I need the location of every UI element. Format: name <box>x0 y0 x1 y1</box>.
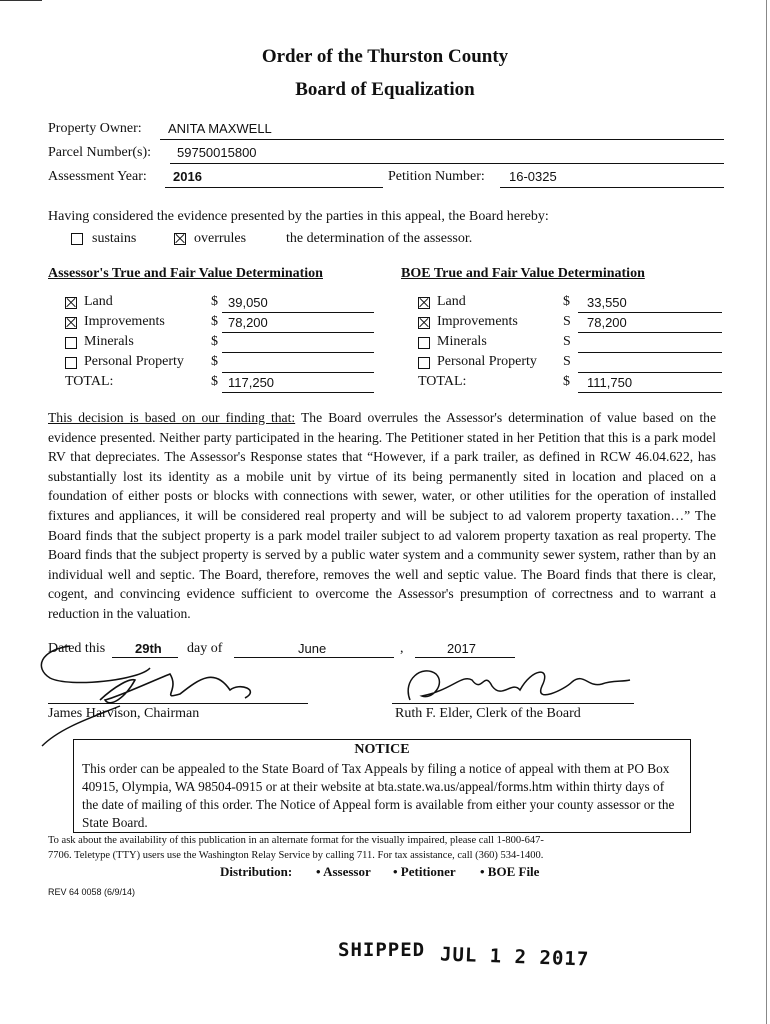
boe-land-dollar: $ <box>563 294 570 309</box>
assessor-personal-property-dollar: $ <box>211 354 218 369</box>
assessor-land-label: Land <box>84 294 113 309</box>
accessibility-line2: 7706. Teletype (TTY) users use the Washington Relay Service by calling 711. For tax assistance, call (360) 534-1400. <box>48 850 544 861</box>
shipped-stamp-date: JUL 1 2 2017 <box>439 943 590 971</box>
parcel-line <box>170 163 724 164</box>
clerk-name: Ruth F. Elder, Clerk of the Board <box>395 706 581 721</box>
dated-year-line <box>415 657 515 658</box>
distribution-label: Distribution: <box>220 864 293 879</box>
boe-improvements-dollar: S <box>563 314 571 329</box>
form-title-line2: Board of Equalization <box>295 79 475 100</box>
overrules-label: overrules <box>194 231 247 246</box>
assessor-minerals-checkbox[interactable] <box>65 337 77 349</box>
boe-personal-property-checkbox[interactable] <box>418 357 430 369</box>
finding-paragraph <box>48 408 716 624</box>
assessor-heading: Assessor's True and Fair Value Determination <box>48 266 323 281</box>
notice-heading: NOTICE <box>354 742 410 757</box>
clerk-sig-line <box>392 703 634 704</box>
parcel-label: Parcel Number(s): <box>48 145 152 160</box>
dated-day-value: 29th <box>135 641 162 656</box>
sustains-label: sustains <box>92 231 137 246</box>
assessor-improvements-dollar: $ <box>211 314 218 329</box>
overrules-checkbox[interactable] <box>174 233 186 245</box>
boe-minerals-checkbox[interactable] <box>418 337 430 349</box>
notice-text: This order can be appealed to the State Board of Tax Appeals by filing a notice of appeal with them at PO Box 40915, Olympia, WA 98504-0915 or at their website at bta.state.wa.us/appeal/forms.htm within thirty days of the date of mailing of this order. The Notice of Appeal form is available from either your county assessor or the State Board. <box>82 761 675 830</box>
assessor-land-dollar: $ <box>211 294 218 309</box>
chairman-signature <box>30 638 280 750</box>
boe-improvements-line <box>578 332 722 333</box>
petition-label: Petition Number: <box>388 169 485 184</box>
boe-improvements-label: Improvements <box>437 314 518 329</box>
decision-intro: Having considered the evidence presented by the parties in this appeal, the Board hereby: <box>48 209 549 224</box>
assessor-minerals-line <box>222 352 374 353</box>
boe-land-value: 33,550 <box>587 295 627 310</box>
shipped-stamp: SHIPPED <box>338 939 426 961</box>
boe-personal-property-line <box>578 372 722 373</box>
assessor-minerals-dollar: $ <box>211 334 218 349</box>
petition-line <box>500 187 724 188</box>
parcel-value: 59750015800 <box>177 145 257 160</box>
form-id: REV 64 0058 (6/9/14) <box>48 887 136 897</box>
assessor-personal-property-label: Personal Property <box>84 354 184 369</box>
assessor-improvements-value: 78,200 <box>228 315 268 330</box>
day-of-label: day of <box>187 641 223 656</box>
assessor-improvements-line <box>222 332 374 333</box>
assessor-total-label: TOTAL: <box>65 374 114 389</box>
boe-personal-property-dollar: S <box>563 354 571 369</box>
scan-edge-top <box>0 0 42 1</box>
owner-label: Property Owner: <box>48 121 142 136</box>
accessibility-line1: To ask about the availability of this publication in an alternate format for the visually impaired, please call 1-800-647- <box>48 835 544 846</box>
owner-value: ANITA MAXWELL <box>168 121 272 136</box>
petition-value: 16-0325 <box>509 169 557 184</box>
distribution-assessor: • Assessor <box>316 864 371 879</box>
boe-land-label: Land <box>437 294 466 309</box>
year-value: 2016 <box>173 169 202 184</box>
boe-personal-property-label: Personal Property <box>437 354 537 369</box>
assessor-improvements-checkbox[interactable] <box>65 317 77 329</box>
assessor-land-checkbox[interactable] <box>65 297 77 309</box>
notice-box <box>73 739 691 833</box>
decision-suffix: the determination of the assessor. <box>286 231 473 246</box>
finding-lead: This decision is based on our finding that: <box>48 410 296 425</box>
clerk-signature <box>392 660 632 712</box>
assessor-land-value: 39,050 <box>228 295 268 310</box>
year-label: Assessment Year: <box>48 169 147 184</box>
boe-improvements-value: 78,200 <box>587 315 627 330</box>
boe-total-label: TOTAL: <box>418 374 467 389</box>
dated-comma: , <box>400 641 404 656</box>
boe-minerals-dollar: S <box>563 334 571 349</box>
boe-land-line <box>578 312 722 313</box>
year-line <box>165 187 383 188</box>
assessor-personal-property-line <box>222 372 374 373</box>
boe-total-value: 111,750 <box>587 375 633 390</box>
boe-heading: BOE True and Fair Value Determination <box>401 266 645 281</box>
boe-total-line <box>578 392 722 393</box>
assessor-total-value: 117,250 <box>228 375 275 390</box>
assessor-improvements-label: Improvements <box>84 314 165 329</box>
chairman-name: James Harvison, Chairman <box>48 706 200 721</box>
boe-minerals-line <box>578 352 722 353</box>
chairman-sig-line <box>48 703 308 704</box>
assessor-personal-property-checkbox[interactable] <box>65 357 77 369</box>
boe-land-checkbox[interactable] <box>418 297 430 309</box>
distribution-boe-file: • BOE File <box>480 864 540 879</box>
sustains-checkbox[interactable] <box>71 233 83 245</box>
form-title-line1: Order of the Thurston County <box>261 46 509 67</box>
scan-edge-right <box>766 0 767 1024</box>
owner-line <box>160 139 724 140</box>
dated-month-value: June <box>298 641 327 656</box>
assessor-total-line <box>222 392 374 393</box>
boe-total-dollar: $ <box>563 374 570 389</box>
assessor-land-line <box>222 312 374 313</box>
distribution-petitioner: • Petitioner <box>393 864 456 879</box>
dated-year-value: 2017 <box>447 641 476 656</box>
dated-label: Dated this <box>48 641 106 656</box>
boe-improvements-checkbox[interactable] <box>418 317 430 329</box>
finding-text: The Board overrules the Assessor's determination of value based on the evidence presented. Neither party participated in the hearing. The Petitioner stated in her Petition that this is a park model RV that depreciates. The Assessor's Response states that “However, if a park trailer, as defined in RCW 46.04.622, has substantially lost its identity as a mobile unit by virtue of its being permanently sited in location and placed on a foundation of either posts or blocks with connections with sewer, water, or other utilities for the operation of installed fixtures and appliances, it will be considered real property and will be subject to ad valorem property taxation…” The Board finds that the subject property is a park model trailer subject to ad valorem property taxation as real property. The Board finds that the subject property is served by a public water system and a community sewer system, rather than by an individual well and septic. The Board, therefore, removes the well and septic value. The Board finds that there is clear, cogent, and convincing evidence sufficient to overcome the Assessor's presumption of correctness and to warrant a reduction in the valuation. <box>48 410 716 621</box>
boe-minerals-label: Minerals <box>437 334 487 349</box>
assessor-minerals-label: Minerals <box>84 334 134 349</box>
assessor-total-dollar: $ <box>211 374 218 389</box>
